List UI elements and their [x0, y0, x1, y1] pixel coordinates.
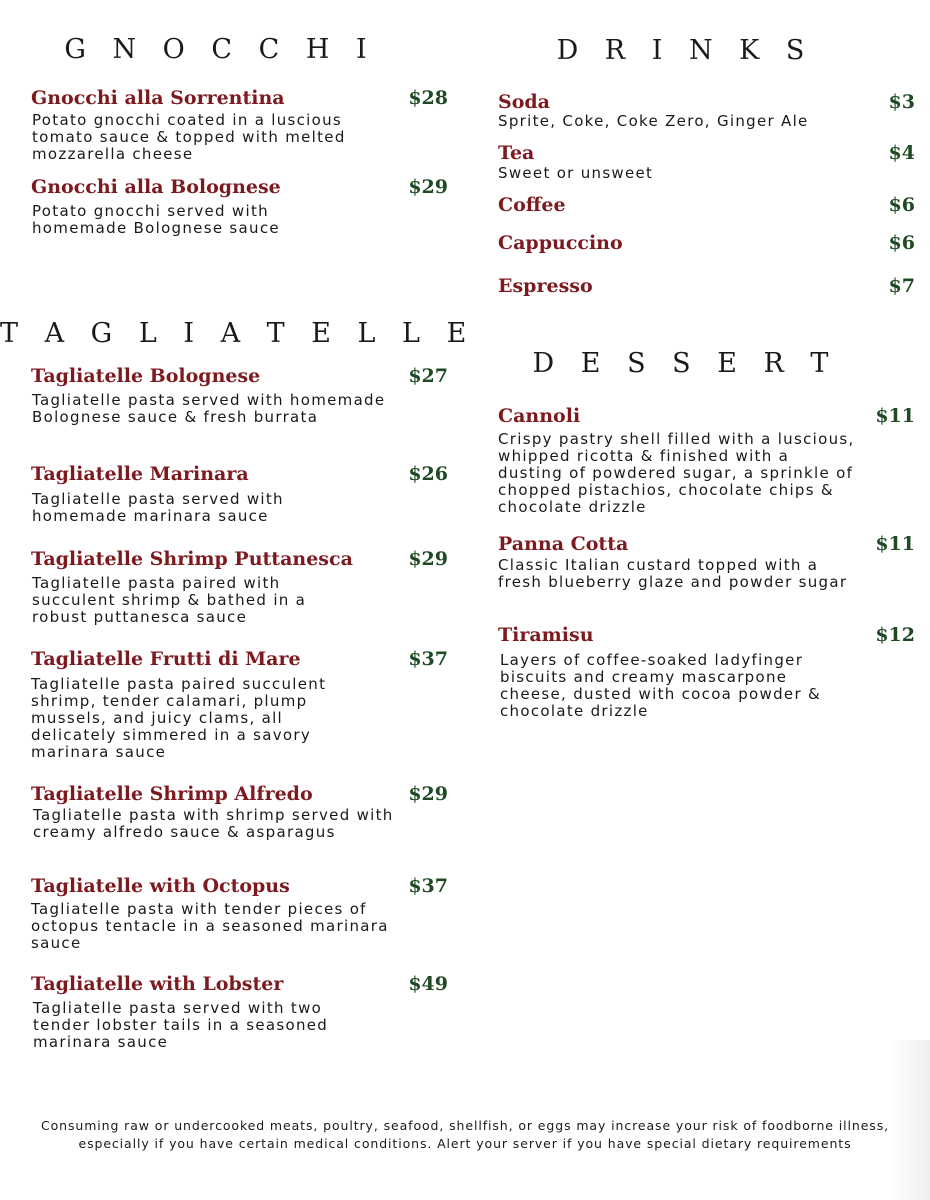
drinks-heading: D R I N K S — [556, 35, 814, 66]
menu-item-price: $49 — [408, 973, 448, 995]
menu-item-price: $12 — [875, 624, 915, 646]
menu-item-name: Tagliatelle Shrimp Alfredo — [31, 783, 313, 805]
menu-item-price: $3 — [888, 91, 915, 113]
menu-item-price: $37 — [408, 875, 448, 897]
menu-item-description: Tagliatelle pasta with tender pieces of octopus tentacle in a seasoned marinara sauce — [31, 900, 389, 952]
menu-item-description: Potato gnocchi coated in a luscious tomato sauce & topped with melted mozzarella cheese — [32, 111, 346, 163]
menu-item-name: Gnocchi alla Sorrentina — [31, 87, 285, 109]
menu-item-description: Classic Italian custard topped with a fresh blueberry glaze and powder sugar — [498, 556, 848, 591]
menu-item-price: $11 — [875, 405, 915, 427]
menu-item-name: Tagliatelle with Lobster — [31, 973, 284, 995]
menu-item-name: Cappuccino — [498, 232, 623, 254]
menu-item-description: Tagliatelle pasta served with homemade marinara sauce — [32, 490, 284, 525]
menu-item-name: Soda — [498, 91, 550, 113]
menu-item-name: Tiramisu — [498, 624, 594, 646]
menu-item-price: $26 — [408, 463, 448, 485]
menu-item-price: $7 — [888, 275, 915, 297]
menu-item-description: Tagliatelle pasta paired succulent shrimp, tender calamari, plump mussels, and juicy clams, all delicately simmered in a savory marinara sauce — [31, 675, 327, 761]
menu-item-name: Tagliatelle Shrimp Puttanesca — [31, 548, 353, 570]
menu-item-price: $6 — [888, 232, 915, 254]
menu-item-price: $6 — [888, 194, 915, 216]
page-fold-shadow — [890, 1040, 930, 1200]
menu-item-description: Layers of coffee-soaked ladyfinger biscuits and creamy mascarpone cheese, dusted with cocoa powder & chocolate drizzle — [500, 651, 821, 720]
menu-item-price: $37 — [408, 648, 448, 670]
menu-item-description: Tagliatelle pasta served with homemade Bolognese sauce & fresh burrata — [32, 391, 386, 426]
menu-item-price: $4 — [888, 142, 915, 164]
gnocchi-heading: G N O C C H I — [64, 34, 376, 65]
menu-item-description: Sprite, Coke, Coke Zero, Ginger Ale — [498, 112, 809, 130]
menu-item-name: Coffee — [498, 194, 566, 216]
menu-item-name: Panna Cotta — [498, 533, 629, 555]
menu-item-name: Espresso — [498, 275, 593, 297]
menu-item-description: Tagliatelle pasta paired with succulent shrimp & bathed in a robust puttanesca sauce — [32, 574, 307, 626]
allergy-notice-line-1: Consuming raw or undercooked meats, poultry, seafood, shellfish, or eggs may increase your risk of foodborne illness, — [40, 1118, 890, 1133]
menu-item-name: Tagliatelle with Octopus — [31, 875, 290, 897]
menu-item-price: $29 — [408, 783, 448, 805]
menu-item-name: Cannoli — [498, 405, 581, 427]
menu-item-name: Tagliatelle Marinara — [31, 463, 249, 485]
tagliatelle-heading: T A G L I A T E L L E — [0, 318, 476, 349]
dessert-heading: D E S S E R T — [532, 348, 838, 379]
menu-item-price: $11 — [875, 533, 915, 555]
menu-item-description: Tagliatelle pasta served with two tender lobster tails in a seasoned marinara sauce — [33, 999, 329, 1051]
menu-item-description: Tagliatelle pasta with shrimp served with creamy alfredo sauce & asparagus — [33, 806, 394, 841]
menu-item-price: $29 — [408, 548, 448, 570]
menu-item-name: Gnocchi alla Bolognese — [31, 176, 281, 198]
menu-item-price: $27 — [408, 365, 448, 387]
menu-item-price: $29 — [408, 176, 448, 198]
menu-item-description: Sweet or unsweet — [498, 164, 654, 182]
menu-item-description: Potato gnocchi served with homemade Bolognese sauce — [32, 202, 280, 237]
menu-item-description: Crispy pastry shell filled with a luscious, whipped ricotta & finished with a dusting of powdered sugar, a sprinkle of chopped pistachios, chocolate chips & chocolate drizzle — [498, 430, 855, 516]
allergy-notice-line-2: especially if you have certain medical conditions. Alert your server if you have special dietary requirements — [78, 1136, 852, 1151]
menu-item-name: Tagliatelle Bolognese — [31, 365, 261, 387]
menu-item-price: $28 — [408, 87, 448, 109]
menu-item-name: Tagliatelle Frutti di Mare — [31, 648, 301, 670]
menu-item-name: Tea — [498, 142, 535, 164]
